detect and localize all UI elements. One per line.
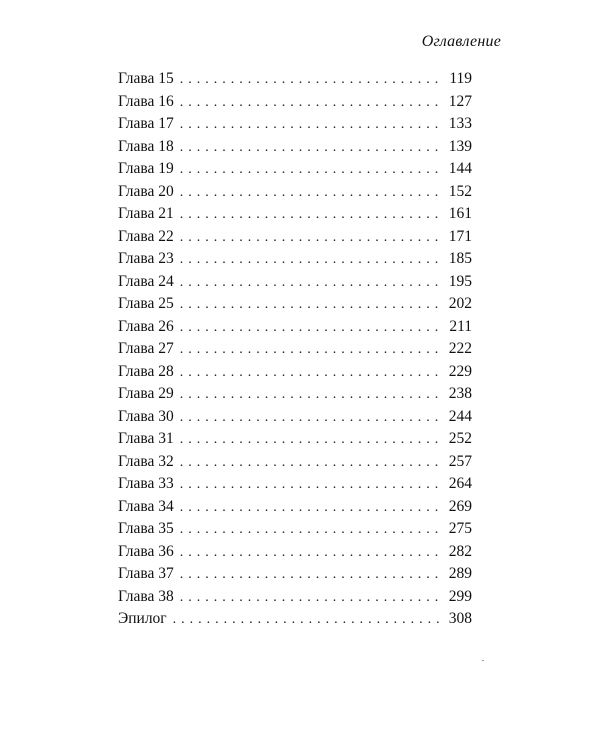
toc-entry-label: Глава 35: [118, 520, 174, 537]
toc-entry-label: Глава 16: [118, 92, 174, 110]
toc-entry: [118, 428, 472, 451]
toc-leader-dots: [180, 587, 440, 610]
toc-leader-dots: [180, 204, 440, 227]
toc-entry: [118, 361, 472, 384]
toc-entry: [118, 91, 472, 114]
toc-entry-page-number: 257: [448, 452, 472, 470]
table-of-contents: [118, 68, 472, 631]
toc-entry: [118, 316, 472, 339]
toc-entry-page-number: 144: [448, 160, 472, 177]
toc-entry-label: Глава 37: [118, 565, 174, 582]
toc-leader-dots: [180, 339, 440, 362]
toc-entry: [118, 226, 472, 249]
toc-leader-dots: [180, 452, 440, 475]
toc-leader-dots: [180, 182, 440, 205]
toc-leader-dots: [180, 69, 440, 92]
toc-entry: [118, 541, 472, 564]
toc-entry: [118, 158, 472, 181]
toc-entry-label: Глава 19: [118, 160, 174, 177]
toc-entry: [118, 338, 472, 361]
print-speck: [482, 660, 484, 661]
toc-leader-dots: [180, 227, 440, 250]
toc-leader-dots: [180, 519, 440, 542]
toc-entry: [118, 563, 472, 586]
toc-entry: [118, 473, 472, 496]
toc-leader-dots: [180, 137, 440, 160]
toc-entry-label: Глава 38: [118, 587, 174, 605]
toc-entry-label: Глава 29: [118, 385, 174, 402]
toc-leader-dots: [180, 384, 440, 407]
toc-entry-label: Глава 28: [118, 362, 174, 380]
toc-entry-label: Глава 25: [118, 295, 174, 312]
toc-leader-dots: [180, 159, 440, 182]
toc-entry: [118, 271, 472, 294]
toc-entry: [118, 248, 472, 271]
toc-leader-dots: [180, 317, 440, 340]
toc-leader-dots: [180, 542, 440, 565]
toc-leader-dots: [180, 249, 440, 272]
toc-entry-page-number: 244: [448, 407, 472, 425]
toc-entry-label: Глава 18: [118, 137, 174, 155]
toc-leader-dots: [180, 429, 440, 452]
toc-leader-dots: [180, 362, 440, 385]
toc-entry-page-number: 139: [448, 137, 472, 155]
toc-leader-dots: [173, 609, 440, 632]
toc-entry: [118, 608, 472, 631]
toc-entry: [118, 383, 472, 406]
toc-entry-page-number: 171: [448, 227, 472, 245]
toc-entry: [118, 496, 472, 519]
toc-entry: [118, 68, 472, 91]
toc-entry-page-number: 211: [449, 317, 472, 335]
toc-entry-label: Эпилог: [118, 610, 167, 627]
running-head-title: Оглавление: [421, 33, 501, 50]
toc-entry-page-number: 299: [448, 587, 472, 605]
toc-entry-page-number: 119: [449, 70, 472, 87]
toc-entry-page-number: 185: [448, 250, 472, 267]
toc-entry-label: Глава 20: [118, 182, 174, 200]
toc-entry-page-number: 222: [448, 340, 472, 357]
toc-entry-label: Глава 33: [118, 475, 174, 492]
toc-entry-page-number: 195: [448, 272, 472, 290]
toc-entry-page-number: 252: [448, 430, 472, 447]
toc-entry-page-number: 308: [448, 610, 472, 627]
toc-entry-label: Глава 24: [118, 272, 174, 290]
toc-leader-dots: [180, 407, 440, 430]
toc-entry-label: Глава 34: [118, 497, 174, 515]
toc-leader-dots: [180, 92, 440, 115]
toc-entry-page-number: 202: [448, 295, 472, 312]
toc-entry-page-number: 127: [448, 92, 472, 110]
toc-entry-label: Глава 15: [118, 70, 174, 87]
toc-entry-label: Глава 17: [118, 115, 174, 132]
toc-leader-dots: [180, 564, 440, 587]
toc-entry-page-number: 264: [448, 475, 472, 492]
toc-entry: [118, 136, 472, 159]
toc-entry-label: Глава 26: [118, 317, 174, 335]
toc-leader-dots: [180, 272, 440, 295]
toc-entry-label: Глава 30: [118, 407, 174, 425]
toc-leader-dots: [180, 497, 440, 520]
toc-entry: [118, 293, 472, 316]
toc-entry: [118, 518, 472, 541]
toc-entry-label: Глава 22: [118, 227, 174, 245]
toc-entry-page-number: 229: [448, 362, 472, 380]
toc-entry-label: Глава 32: [118, 452, 174, 470]
toc-entry: [118, 113, 472, 136]
toc-leader-dots: [180, 294, 440, 317]
toc-leader-dots: [180, 114, 440, 137]
toc-entry-label: Глава 36: [118, 542, 174, 560]
toc-entry-page-number: 238: [448, 385, 472, 402]
toc-entry-page-number: 161: [448, 205, 472, 222]
toc-entry-label: Глава 23: [118, 250, 174, 267]
toc-entry-label: Глава 31: [118, 430, 174, 447]
toc-entry: [118, 181, 472, 204]
toc-entry-page-number: 133: [448, 115, 472, 132]
toc-entry-page-number: 152: [448, 182, 472, 200]
toc-entry: [118, 406, 472, 429]
toc-entry: [118, 451, 472, 474]
toc-entry: [118, 203, 472, 226]
toc-leader-dots: [180, 474, 440, 497]
toc-entry: [118, 586, 472, 609]
toc-entry-page-number: 275: [448, 520, 472, 537]
toc-entry-label: Глава 27: [118, 340, 174, 357]
toc-entry-page-number: 269: [448, 497, 472, 515]
toc-entry-page-number: 282: [448, 542, 472, 560]
toc-entry-page-number: 289: [448, 565, 472, 582]
toc-entry-label: Глава 21: [118, 205, 174, 222]
